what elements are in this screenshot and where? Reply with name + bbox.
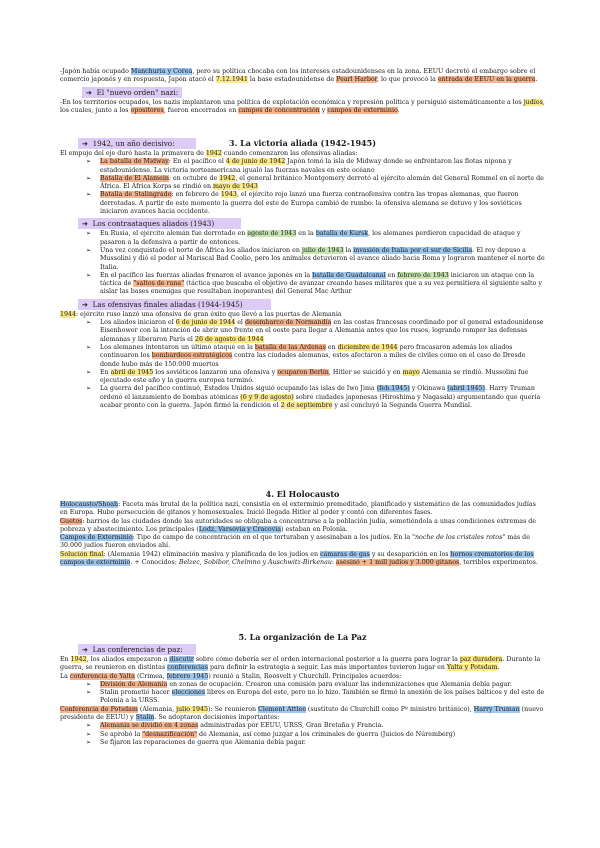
section-3-intro: El empuje del eje duró hasta la primavera de 1942 cuando comenzaron las ofensivas aliadas:: [60, 150, 358, 157]
subheading-1943: ➔ Los contraataques aliados (1943): [78, 218, 241, 229]
offensives-list: [60, 158, 545, 216]
list-item: ➢ Stalin prometió hacer elecciones libres en Europa del este, pero no lo hizo. También se firmó la anexión de los países bálticos y del este de Polonia a la URSS.: [100, 689, 545, 706]
list-item: ➢ En abril de 1945 los soviéticos lanzaron una ofensiva y ocuparon Berlín, Hitler se suicidó y en mayo Alemania se rindió. Mussolini fue ejecutado este año y la guerra europea terminó.: [100, 369, 545, 386]
list-item: ➢ Se aprobó la "desnazificación" de Alemania, así como juzgar a los criminales de guerra (Juicios de Núremberg): [100, 731, 545, 739]
nuevo-orden-heading: ➔ El "nuevo orden" nazi:: [82, 87, 182, 98]
arrow-right-icon: ➔: [82, 645, 93, 654]
nazi-paragraph: -En los territorios ocupados, los nazis implantaron una política de explotación económica y represión política y persiguió sistemáticamente a los judíos, los cuales, junto a los opositores, fueron encerrados en campos de concentración y campos de exterminio.: [60, 98, 545, 114]
list-item: ➢ La guerra del pacífico continuó, Estados Unidos siguió ocupando las islas de Iwo Jima (feb.1945) y Okinawa (abril 1945). Harry Truman ordenó el lanzamiento de bombas atómicas (6 y 9 de agosto) sobre ciudades japonesas (Hiroshima y Nagasaki) argumentando que quería acabar pronto con la guerra. Japón firmó la rendición el 2 de septiembre y así concluyó la Segunda Guerra Mundial.: [100, 385, 545, 410]
list-item: ➢ Los aliados iniciaron el 6 de junio de 1944 el desembarco de Normandía en las costas francesas coordinado por el general estadounidense Eisenhower con la intención de abrir uno frente en el oeste para llegar a Alemania antes que los rusos, logrando romper las defensas alemanas y liberaron París el 26 de agosto de 1944: [100, 319, 545, 344]
guetos-paragraph: Guetos: barrios de las ciudades donde las autoridades se obligaba a concentrarse a la población judía, sometiéndola a unas condiciones extremas de pobreza y abastecimiento. Los principales (Lodz, Varsovia y Cracovia) estaban en Polonia.: [60, 517, 536, 533]
section-5: [60, 630, 545, 747]
holocausto-paragraph: Holocausto/Shoah: Faceta más brutal de la política nazi, consistía en el exterminio premeditado, planificado y sistemático de las comunidades judías en Europa. Hubo persecución de gitanos y homosexuales. Inició llegada Hitler al poder y contó con diferentes fases.: [60, 501, 536, 517]
arrow-right-icon: ➔: [82, 139, 93, 148]
subheading-1944-1945: ➔ Las ofensivas finales aliadas (1944-1945): [78, 299, 271, 310]
list-item: ➢ División de Alemania en zonas de ocupación. Crearon una comisión para evaluar las indemnizaciones que Alemania debía pagar.: [100, 681, 545, 689]
section-3-intro-1944: 1944: ejército ruso lanzó una ofensiva de gran éxito que llevó a las puertas de Alemania: [60, 310, 342, 318]
top-block: [60, 68, 545, 115]
list-item: ➢ Alemania se dividió en 4 zonas administradas por EEUU, URSS, Gran Bretaña y Francia.: [100, 722, 545, 730]
arrow-right-icon: ➔: [82, 299, 93, 309]
yalta-list: [60, 681, 545, 706]
potsdam-list: [60, 722, 545, 747]
list-item: ➢ Los alemanes intentaron un último ataque en la batalla de las Ardenas en diciembre de 1944 pero fracasaron además los aliados continuaron los bombardeos estratégicos contra las ciudades alemanas, estos afectaron a miles de civiles como en el caso de Dresde donde hubo más de 150.000 muertos: [100, 344, 545, 369]
list-item: ➢ Se fijaron las reparaciones de guerra que Alemania debía pagar.: [100, 739, 545, 747]
section-3: [60, 136, 545, 410]
subheading-conferencias: ➔ Las conferencias de paz:: [78, 644, 196, 655]
subheading-1942: ➔ 1942, un año decisivo:: [78, 138, 196, 149]
section-5-title: 5. La organización de La Paz: [238, 632, 367, 642]
list-item: ➢ En Rusia, el ejército alemán fue derrotado en agosto de 1943 en la batalla de Kursk, los alemanes perdieron capacidad de ataque y pasaron a la defensiva a partir de entonces.: [100, 230, 545, 247]
section-4-title: 4. El Holocausto: [265, 489, 340, 499]
list-item: ➢ En el pacífico las fuerzas aliadas frenaron el avance japonés en la batalla de Guadalcanal en febrero de 1943 iniciaron un ataque con la táctica de "saltos de rana" (táctica que buscaba el objetivo de avanzar creando bases militares que a su vez permitiera el siguiente salto y aislar las bases enemigas que resultaban inoperantes) del General Mac Arthur: [100, 272, 545, 297]
list-item: ➢ Una vez conquistado el norte de África los aliados iniciaron en julio de 1943 la invasión de Italia por el sur de Sicilia. El rey depuso a Mussolini y dió el poder al Mariscal Bad Coolio, pero los animales detuvieron el avance aliado hacia Roma y lograron mantener el norte de Italia.: [100, 247, 545, 272]
solucion-final-paragraph: Solución final: (Alemania 1942) eliminación masiva y planificada de los judíos en cámaras de gas y su desaparición en los hornos crematorios de los campos de exterminio. + Conocidos: Belzec, Sobibor, Chelmno y Auschwitz-Birkenau: asesinó + 1 mill judíos y 3.000 gitanos, terribles experimentos.: [60, 550, 538, 567]
campos-paragraph: Campos de Exterminio: Tipo de campo de concentración en el que torturaban y asesinaban a los judíos. En la "noche de los cristales rotos" más de 30.000 judíos fueron enviados ahí.: [60, 534, 530, 550]
conferences-paragraph: En 1942, los aliados empezaron a discutir sobre cómo debería ser el orden internacional posterior a la guerra para lograr la paz duradera. Durante la guerra, se reunieron en distintas conferencias para definir la estrategia a seguir. Las más importantes tuvieron lugar en Yalta y Potsdam.: [60, 656, 541, 672]
list-item: ➢ Batalla de Stalingrado: en febrero de 1943, el ejército rojo lanzó una fuerza contraofensiva contra las tropas alemanas, que fueron derrotadas. A partir de este momento la guerra del este de Europa cambió de rumbo: la ofensiva alemana se detuvo y los soviéticos iniciaron avances hacia occidente.: [100, 191, 545, 216]
final-offensives-list: [60, 319, 545, 410]
arrow-right-icon: ➔: [86, 87, 97, 97]
list-item: ➢ La batalla de Midway: En el pacífico el 4 de junio de 1942 Japón tomó la isla de Midway donde se enfrentaron las flotas nipona y estadounidense. La victoria norteamericana igualó las fuerzas navales en este océano: [100, 158, 545, 175]
section-4: [60, 487, 545, 567]
counterattacks-list: [60, 230, 545, 296]
japan-paragraph: -Japón había ocupado Manchuria y Corea, pero su política chocaba con los intereses estadounidenses en la zona. EEUU decretó el embargo sobre el comercio japonés y en respuesta, Japón atacó el 7.12.1941 la base estadounidense de Pearl Harbor, lo que provocó la entrada de EEUU en la guerra.: [60, 68, 538, 84]
potsdam-paragraph: Conferencia de Potsdam (Alemania, julio 1945): Se reunieron Clement Attlee (sustituto de Churchill como Pº ministro británico), Harry Truman (nuevo presidente de EEUU) y Stalin. Se adoptaron decisiones importantes:: [60, 705, 544, 722]
section-3-title: 3. La victoria aliada (1942-1945): [229, 138, 376, 148]
arrow-right-icon: ➔: [82, 219, 93, 229]
yalta-paragraph: La conferencia de Yalta (Crimea, febrero 1945) reunió a Stalin, Roosvelt y Churchill. Principales acuerdos:: [60, 672, 402, 680]
list-item: ➢ Batalla de El Alamein: en octubre de 1942, el general británico Montgomery derrotó al ejército alemán del General Rommel en el norte de África. El África Korps se rindió en mayo de 1943: [100, 175, 545, 192]
